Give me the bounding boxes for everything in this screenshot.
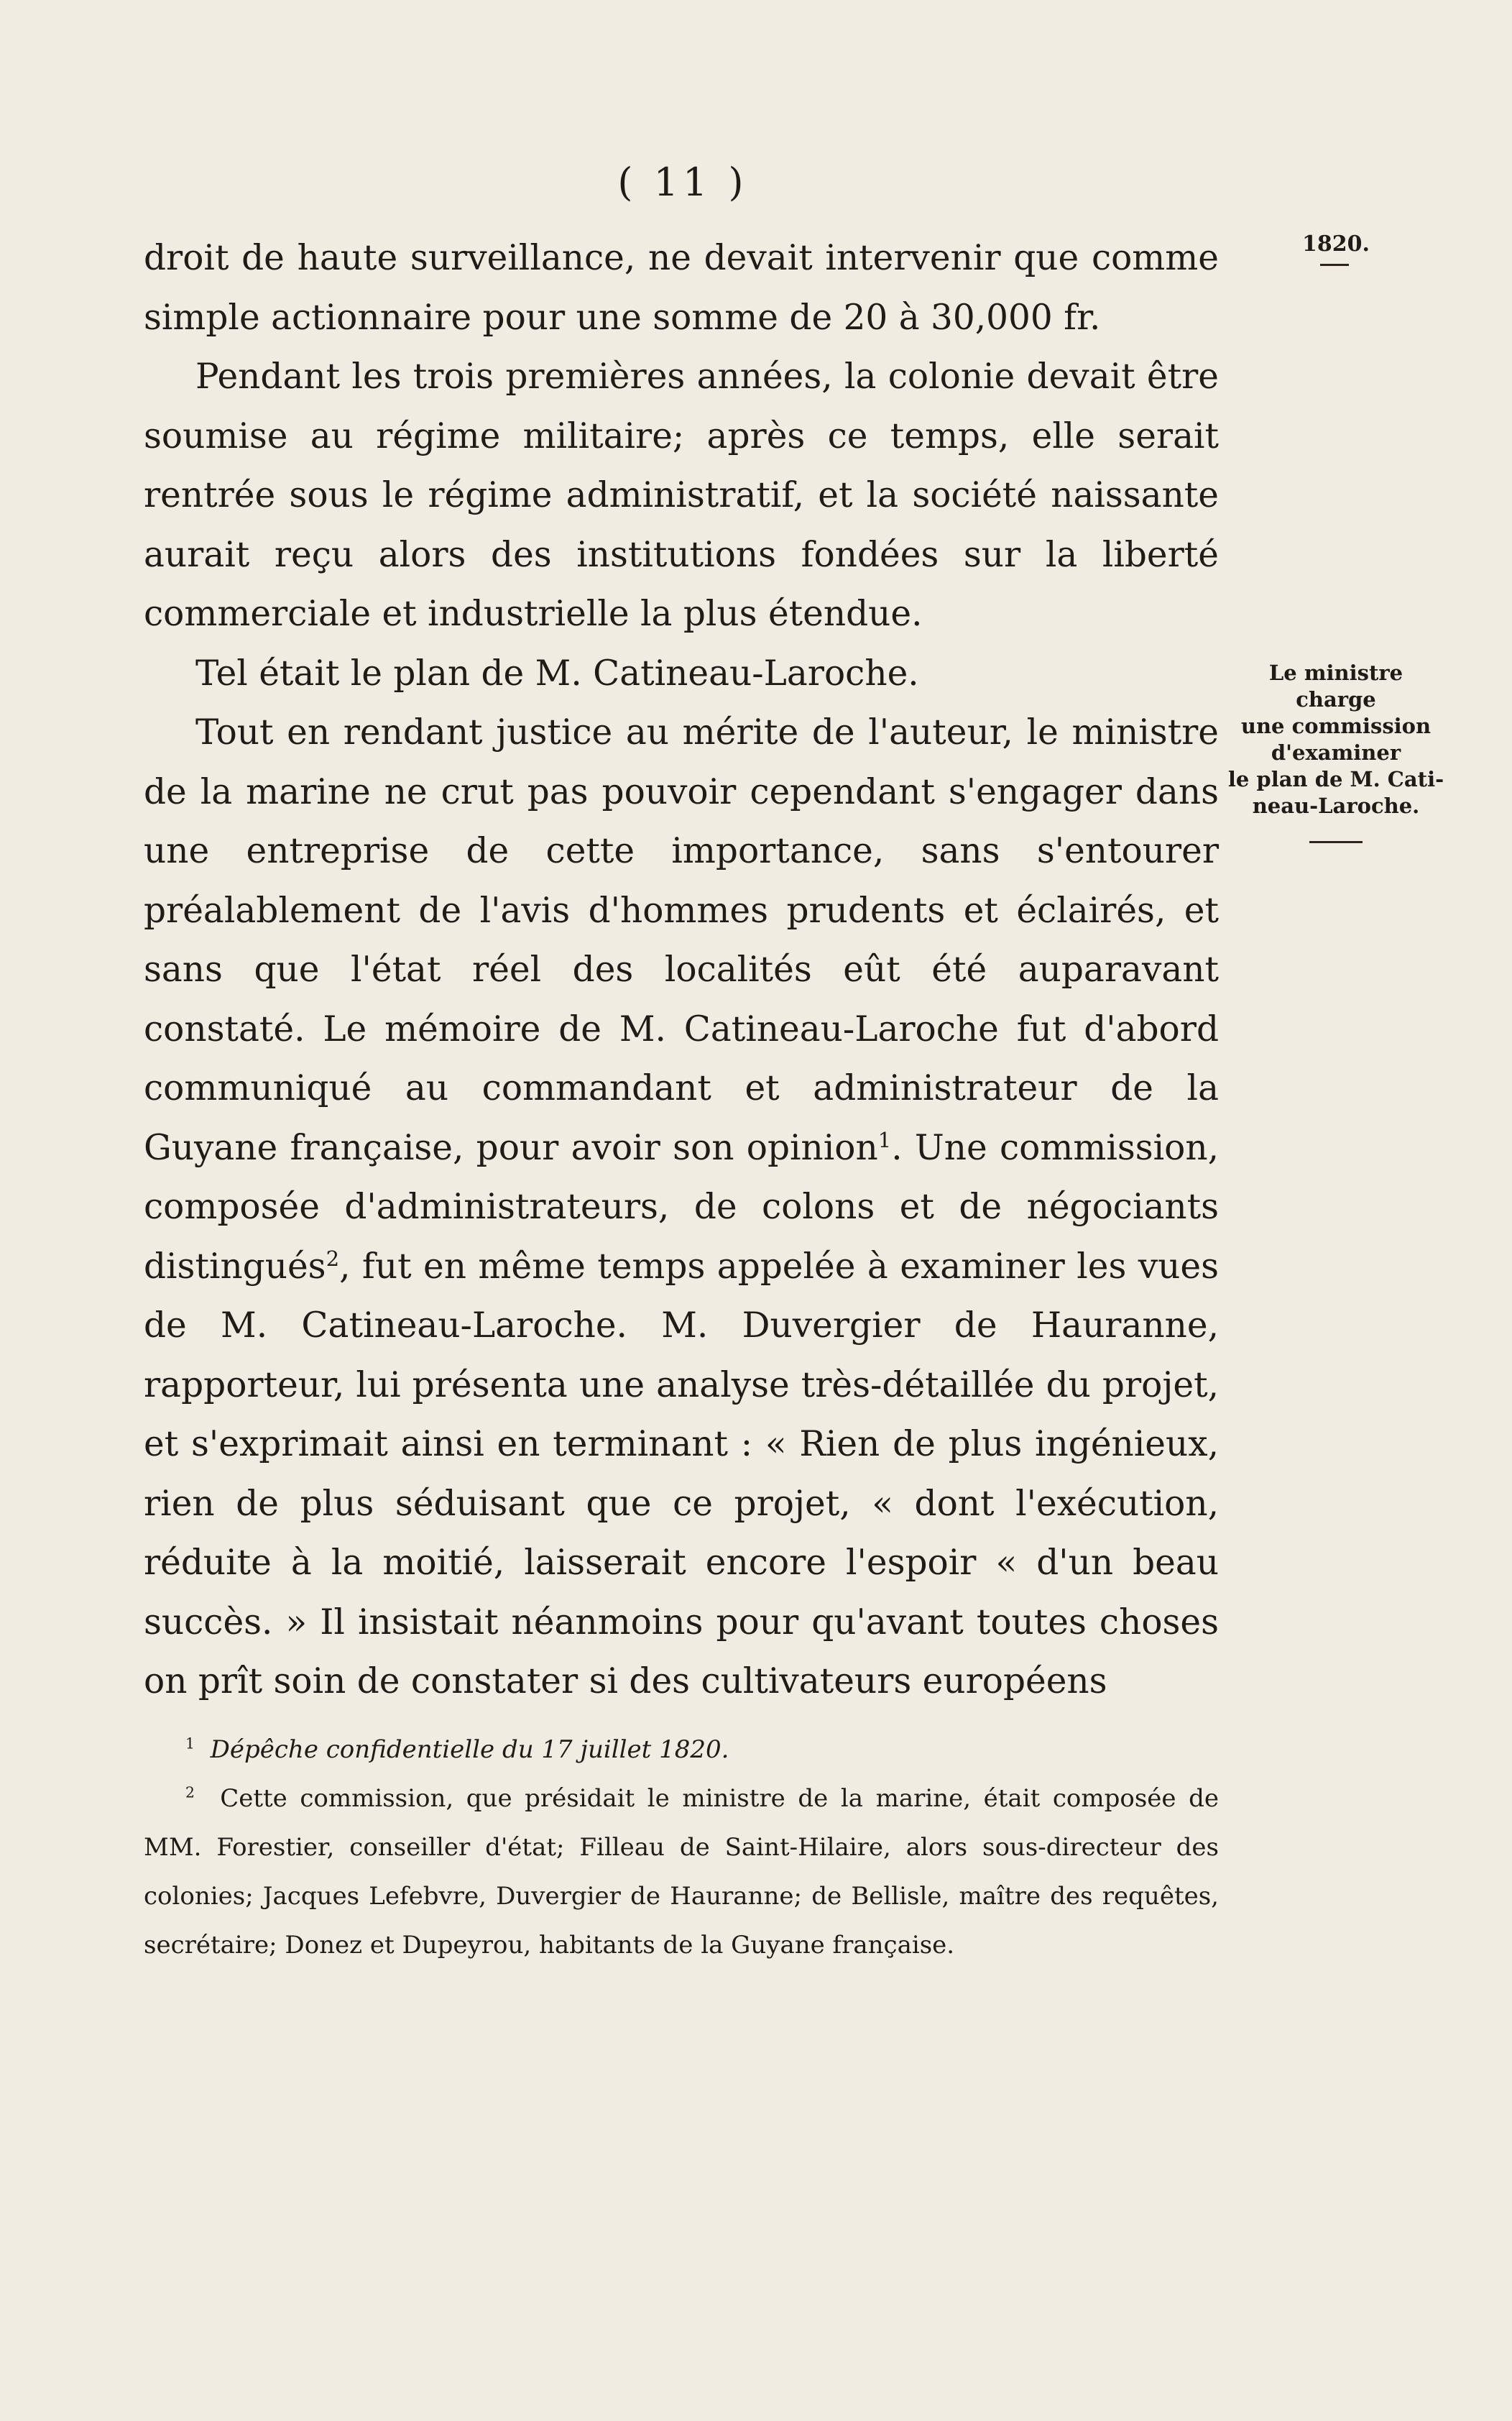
footnotes — [144, 1725, 1219, 1970]
paragraph-4-part-a: Tout en rendant justice au mérite de l'auteur, le ministre de la marine ne crut pas pouvoir cependant s'engager dans une entreprise de cette importance, sans s'entourer préalablement de l'avis d'hommes prudents et éclairés, et sans que l'état réel des localités eût été auparavant constaté. Le mémoire de M. Catineau-Laroche fut d'abord communiqué au commandant et administrateur de la Guyane française, pour avoir son opinion — [144, 712, 1219, 1168]
page-number: ( 11 ) — [617, 160, 748, 205]
margin-note — [1226, 660, 1446, 843]
footnote-1-text: Dépêche confidentielle du 17 juillet 1820. — [210, 1735, 729, 1764]
margin-note-line: Le ministre — [1268, 661, 1403, 685]
footnote-2-text: Cette commission, que présidait le ministre de la marine, était composée de MM. Forestier, conseiller d'état; Filleau de Saint-Hilaire, alors sous-directeur des colonies; Jacques Lefebvre, Duvergier de Hauranne; de Bellisle, maître des requêtes, secrétaire; Donez et Dupeyrou, habitants de la Guyane française. — [144, 1784, 1219, 1960]
margin-note-line: charge — [1296, 687, 1376, 712]
margin-note-rule — [1309, 841, 1363, 843]
footnote-2 — [144, 1774, 1219, 1970]
margin-year-label: 1820. — [1302, 231, 1370, 257]
main-text — [144, 229, 1219, 1712]
paragraph-4-part-c: , fut en même temps appelée à examiner les vues de M. Catineau-Laroche. M. Duvergier de Hauranne, rapporteur, lui présenta une analyse très-détaillée du projet, et s'exprimait ainsi en terminant : « Rien de plus ingénieux, rien de plus séduisant que ce projet, « dont l'exécution, réduite à la moitié, laisserait encore l'espoir « d'un beau succès. » Il insistait néanmoins pour qu'avant toutes choses on prît soin de constater si des cultivateurs européens — [144, 1246, 1219, 1701]
margin-note-line: d'examiner — [1271, 740, 1401, 765]
margin-note-line: neau-Laroche. — [1252, 794, 1420, 818]
footnote-2-mark: 2 — [185, 1783, 195, 1801]
footnote-1-mark: 1 — [185, 1735, 195, 1752]
paragraph-3: Tel était le plan de M. Catineau-Laroche. — [195, 653, 919, 694]
paragraph-4-part-b: . Une commission, composée d'administrateurs, de colons et de négociants distingués — [144, 1127, 1219, 1287]
margin-year-rule — [1320, 264, 1349, 266]
margin-note-line: le plan de M. Cati- — [1227, 767, 1444, 791]
paragraph-2: Pendant les trois premières années, la colonie devait être soumise au régime militaire; après ce temps, elle serait rentrée sous le régime administratif, et la société naissante aurait reçu alors des institutions fondées sur la liberté commerciale et industrielle la plus étendue. — [144, 357, 1219, 634]
footnote-ref-1[interactable]: 1 — [877, 1127, 892, 1152]
paragraph-4 — [144, 703, 1219, 1712]
footnote-ref-2[interactable]: 2 — [326, 1246, 340, 1271]
paragraph-1: droit de haute surveillance, ne devait intervenir que comme simple actionnaire pour une somme de 20 à 30,000 fr. — [144, 238, 1219, 338]
footnote-1 — [144, 1725, 1219, 1774]
margin-year — [1302, 231, 1370, 266]
margin-note-line: une commission — [1240, 714, 1432, 738]
